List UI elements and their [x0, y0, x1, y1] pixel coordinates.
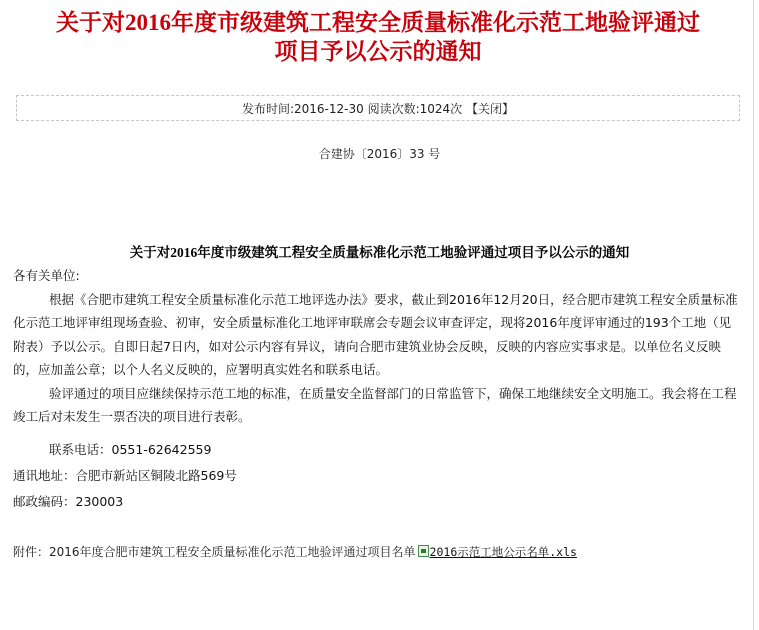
article-meta-bar	[16, 95, 740, 121]
contact-address: 通讯地址：合肥市新站区铜陵北路569号	[13, 468, 237, 483]
title-line-2: 项目予以公示的通知	[274, 39, 482, 64]
contact-postcode: 邮政编码：230003	[13, 494, 124, 509]
document-number: 合建协〔2016〕33 号	[318, 147, 441, 161]
published-label: 发布时间:	[241, 102, 295, 116]
page-right-border	[753, 0, 754, 630]
attachment-line	[13, 543, 577, 560]
salutation: 各有关单位:	[13, 268, 80, 283]
reads-label: 阅读次数:	[367, 102, 420, 116]
close-link[interactable]: 【关闭】	[466, 102, 515, 116]
paragraph-1: 根据《合肥市建筑工程安全质量标准化示范工地评选办法》要求，截止到2016年12月20日，经合肥市建筑工程安全质量标准化示范工地评审组现场查验、初审，安全质量标准化工地评审联席会专题会议审查评定，现将2016年度评审通过的193个工地（见附表）予以公示。自即日起7日内，如对公示内容有异议，请向合肥市建筑业协会反映，反映的内容应实事求是。以单位名义反映的，应加盖公章；以个人名义反映的，应署明真实姓名和联系电话。	[13, 291, 738, 377]
contact-phone: 联系电话：0551-62642559	[49, 442, 212, 457]
title-line-1: 关于对2016年度市级建筑工程安全质量标准化示范工地验评通过	[56, 10, 700, 35]
article-title	[8, 8, 748, 66]
attachment-download-link[interactable]: 2016示范工地公示名单.xls	[429, 545, 577, 559]
reads-value: 1024次	[419, 102, 463, 116]
attachment-label: 附件：2016年度合肥市建筑工程安全质量标准化示范工地验评通过项目名单	[13, 545, 416, 559]
notice-subtitle: 关于对2016年度市级建筑工程安全质量标准化示范工地验评通过项目予以公示的通知	[129, 245, 630, 260]
paragraph-2: 验评通过的项目应继续保持示范工地的标准，在质量安全监督部门的日常监管下，确保工地继续安全文明施工。我会将在工程竣工后对未发生一票否决的项目进行表彰。	[13, 385, 737, 424]
excel-file-icon	[418, 545, 429, 557]
published-value: 2016-12-30	[294, 102, 364, 116]
notice-body	[13, 264, 740, 429]
